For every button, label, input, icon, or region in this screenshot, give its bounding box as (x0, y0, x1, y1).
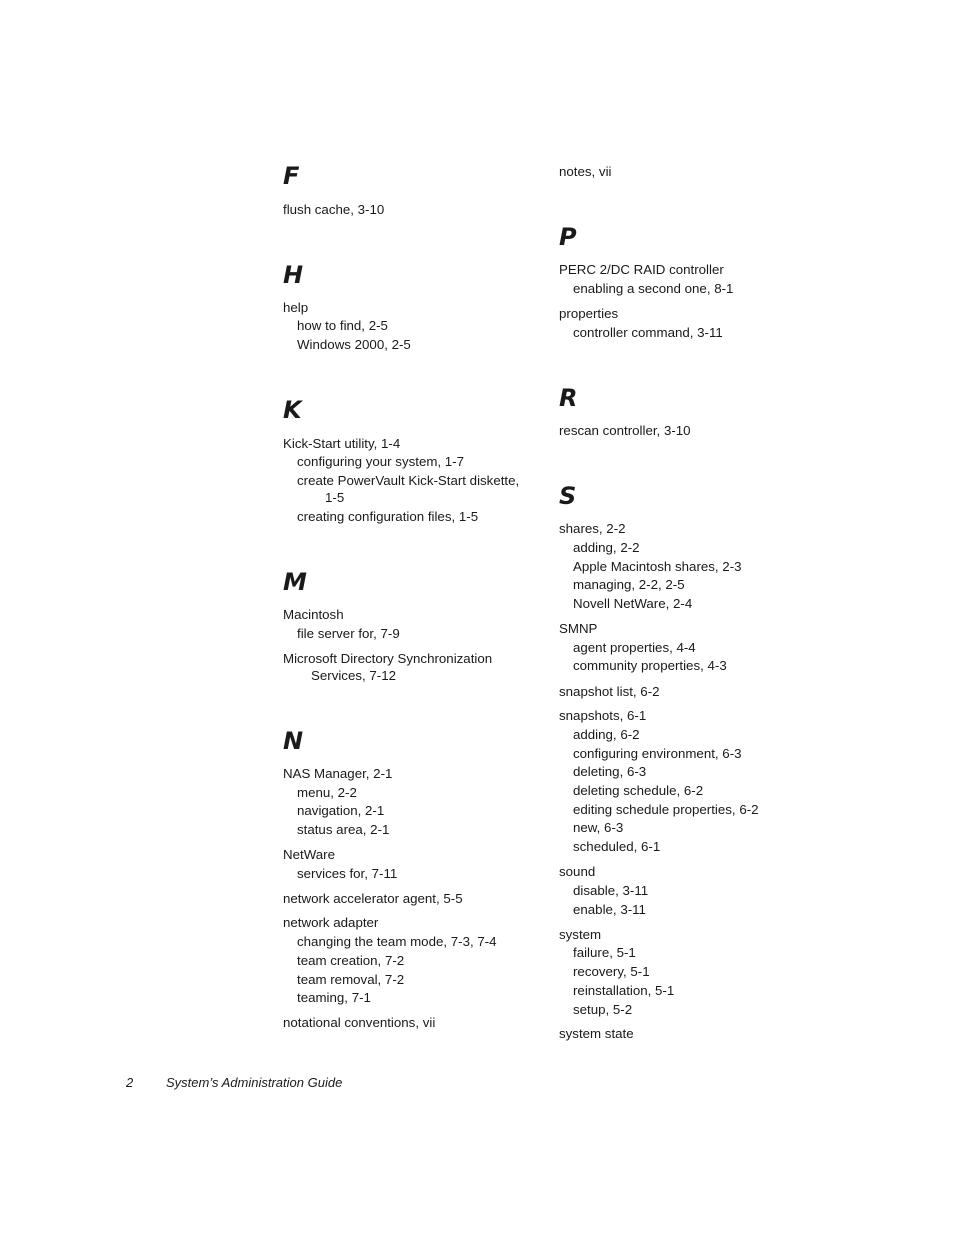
index-subentry: recovery, 5-1 (573, 964, 650, 979)
index-entry: shares, 2-2 (559, 521, 626, 536)
section-letter-n: N (283, 727, 304, 755)
index-subentry: configuring your system, 1-7 (297, 454, 465, 469)
section-letter-s: S (559, 482, 577, 510)
index-subentry: navigation, 2-1 (297, 803, 385, 818)
index-subentry: Apple Macintosh shares, 2-3 (573, 559, 742, 574)
index-entry: notational conventions, vii (283, 1015, 436, 1030)
index-entry: Kick-Start utility, 1-4 (283, 436, 401, 451)
index-subentry: teaming, 7-1 (297, 990, 371, 1005)
index-subentry: editing schedule properties, 6-2 (573, 802, 759, 817)
index-subentry-continuation: 1-5 (325, 490, 345, 505)
index-subentry: how to find, 2-5 (297, 318, 388, 333)
index-entry: sound (559, 864, 596, 879)
index-entry: network accelerator agent, 5-5 (283, 891, 463, 906)
index-subentry: services for, 7-11 (297, 866, 398, 881)
index-entry: PERC 2/DC RAID controller (559, 262, 724, 277)
index-subentry: creating configuration files, 1-5 (297, 509, 479, 524)
section-letter-k: K (283, 396, 302, 424)
index-subentry: create PowerVault Kick-Start diskette, (297, 473, 520, 488)
index-entry: Macintosh (283, 607, 344, 622)
index-entry: help (283, 300, 309, 315)
section-letter-p: P (559, 223, 577, 251)
index-subentry: file server for, 7-9 (297, 626, 400, 641)
index-subentry: adding, 6-2 (573, 727, 640, 742)
index-subentry: configuring environment, 6-3 (573, 746, 742, 761)
index-subentry: setup, 5-2 (573, 1002, 633, 1017)
section-letter-f: F (283, 162, 300, 190)
index-subentry: enable, 3-11 (573, 902, 646, 917)
index-entry: Microsoft Directory Synchronization (283, 651, 493, 666)
index-subentry: new, 6-3 (573, 820, 624, 835)
index-subentry: reinstallation, 5-1 (573, 983, 675, 998)
section-letter-m: M (283, 568, 307, 596)
index-entry: flush cache, 3-10 (283, 202, 385, 217)
index-subentry: enabling a second one, 8-1 (573, 281, 734, 296)
index-entry: SMNP (559, 621, 598, 636)
index-subentry: Windows 2000, 2-5 (297, 337, 411, 352)
index-entry: snapshots, 6-1 (559, 708, 647, 723)
page-number: 2 (126, 1075, 134, 1090)
index-entry: system (559, 927, 602, 942)
index-subentry: adding, 2-2 (573, 540, 640, 555)
index-subentry: deleting, 6-3 (573, 764, 647, 779)
index-entry: notes, vii (559, 164, 612, 179)
index-subentry: team removal, 7-2 (297, 972, 405, 987)
index-subentry: failure, 5-1 (573, 945, 636, 960)
index-subentry: team creation, 7-2 (297, 953, 405, 968)
index-entry: snapshot list, 6-2 (559, 684, 660, 699)
index-subentry: managing, 2-2, 2-5 (573, 577, 685, 592)
index-subentry: menu, 2-2 (297, 785, 357, 800)
index-subentry: deleting schedule, 6-2 (573, 783, 704, 798)
index-entry: rescan controller, 3-10 (559, 423, 691, 438)
section-letter-r: R (559, 384, 578, 412)
index-subentry: controller command, 3-11 (573, 325, 723, 340)
index-subentry: disable, 3-11 (573, 883, 649, 898)
index-entry-continuation: Services, 7-12 (311, 668, 396, 683)
index-entry: properties (559, 306, 619, 321)
index-subentry: Novell NetWare, 2-4 (573, 596, 693, 611)
index-entry: NAS Manager, 2-1 (283, 766, 393, 781)
index-entry: network adapter (283, 915, 379, 930)
index-entry: NetWare (283, 847, 335, 862)
index-subentry: community properties, 4-3 (573, 658, 727, 673)
index-subentry: agent properties, 4-4 (573, 640, 696, 655)
index-subentry: status area, 2-1 (297, 822, 390, 837)
index-subentry: scheduled, 6-1 (573, 839, 661, 854)
index-entry: system state (559, 1026, 634, 1041)
document-title: System’s Administration Guide (166, 1075, 343, 1090)
index-subentry: changing the team mode, 7-3, 7-4 (297, 934, 497, 949)
section-letter-h: H (283, 261, 304, 289)
